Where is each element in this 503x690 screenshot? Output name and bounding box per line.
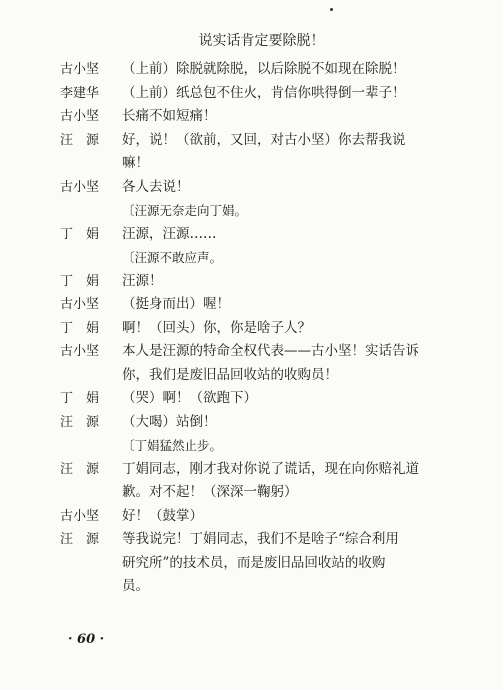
dialogue-line [60,505,460,529]
dialogue-line [60,317,460,341]
dialogue-line [60,340,460,387]
direction-text: 〔汪源不敢应声。 [122,250,223,265]
speech-line: 嘛！ [122,155,149,171]
dialogue-line [60,82,460,106]
speech-text: （上前）除脱就除脱，以后除脱不如现在除脱！ [122,61,406,77]
speech-text: 汪源，汪源…… [122,225,217,242]
speaker-name: 古小坚 [60,508,100,524]
speech-line: 员。 [122,578,149,594]
speaker-name: 丁 娟 [60,273,100,289]
dialogue-line [60,387,460,411]
speaker-name: 古小坚 [60,297,100,312]
speaker-name: 丁 娟 [60,226,100,242]
speech-text [122,528,460,599]
speaker-name: 汪 源 [60,414,100,430]
speech-text: （大喝）站倒！ [122,413,217,430]
speaker-name: 汪 源 [60,532,100,547]
dialogue-line [60,270,460,294]
speech-line: 研究所”的技术员，而是废旧品回收站的收购 [122,554,386,571]
dialogue-line [60,411,460,435]
dialogue-line [60,105,460,129]
dialogue-block [60,58,460,599]
speech-text: （挺身而出）喔！ [122,296,230,312]
speaker-name: 汪 源 [60,461,100,477]
stage-direction [60,199,460,223]
dialogue-line [60,58,460,82]
speech-line: 你，我们是废旧品回收站的收购员！ [122,366,338,383]
dialogue-line [60,528,460,599]
speaker-name: 丁 娟 [60,320,100,336]
continued-line: 说实话肯定要除脱！ [198,33,325,49]
dialogue-line [60,293,460,317]
stage-direction [60,434,460,458]
print-speck [330,8,333,11]
speech-text: （哭）啊！（欲跑下） [122,390,257,406]
speech-text [122,129,460,176]
speech-text: 好！（鼓掌） [122,507,203,524]
speech-line: 丁娟同志，刚才我对你说了谎话，现在向你赔礼道 [122,460,419,477]
speech-text: 汪源！ [122,272,163,289]
dialogue-line [60,223,460,247]
speech-line: 等我说完！丁娟同志，我们不是啥子“综合利用 [122,531,399,547]
speech-text [122,340,460,387]
speaker-name: 汪 源 [60,132,100,148]
speaker-name: 丁 娟 [60,391,100,406]
speech-line: 好，说！（欲前，又回，对古小坚）你去帮我说 [122,131,406,148]
direction-text: 〔汪源无奈走向丁娟。 [122,203,248,218]
speech-text: 啊！（回头）你，你是啥子人？ [122,319,311,336]
page-number: · 60 · [68,632,105,647]
stage-direction [60,246,460,270]
speaker-name: 古小坚 [60,109,100,124]
speaker-name: 古小坚 [60,179,100,195]
speaker-name: 古小坚 [60,62,100,77]
speaker-name: 古小坚 [60,344,100,359]
speech-text [122,458,460,505]
dialogue-line [60,176,460,200]
speech-text: （上前）纸总包不住火，肯信你哄得倒一辈子！ [122,84,406,101]
speech-text: 各人去说！ [122,178,190,195]
dialogue-line [60,458,460,505]
speech-text: 长痛不如短痛！ [122,108,217,124]
speech-line: 本人是汪源的特命全权代表——古小坚！实话告诉 [122,343,419,359]
dialogue-line [60,129,460,176]
speaker-name: 李建华 [60,85,100,101]
speech-line: 歉。对不起！（深深一鞠躬） [122,484,298,500]
direction-text: 〔丁娟猛然止步。 [122,438,223,453]
